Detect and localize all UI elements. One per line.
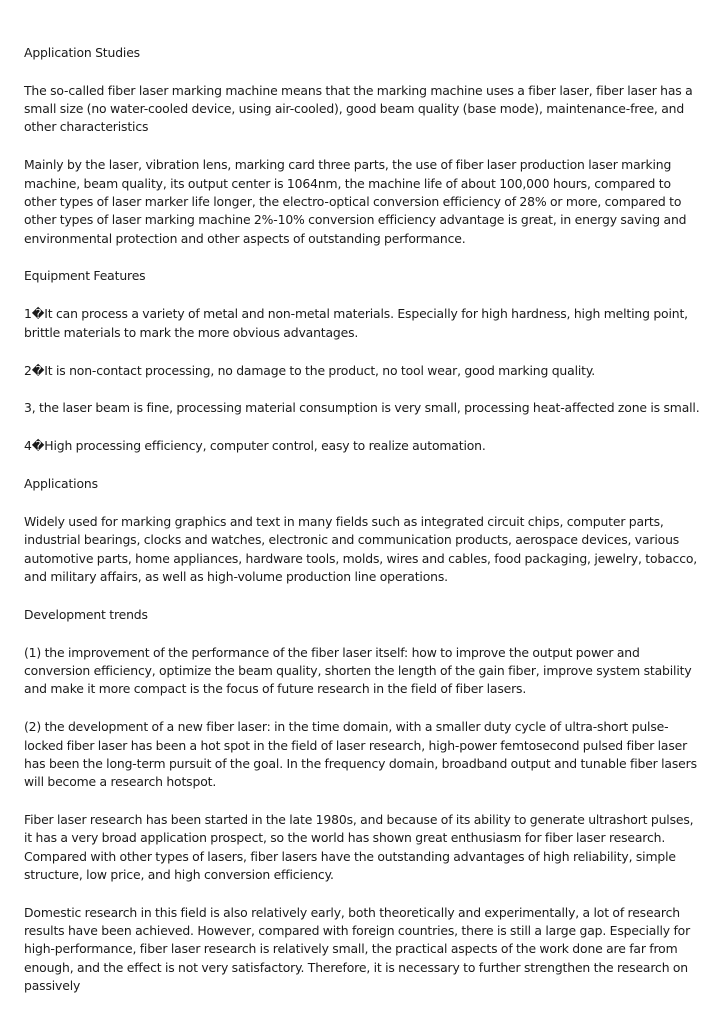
feature-item-2: 2�It is non-contact processing, no damage to the product, no tool wear, good marking quality. — [24, 362, 596, 378]
feature-item-4: 4�High processing efficiency, computer control, easy to realize automation. — [24, 438, 486, 454]
paragraph-research-history: Fiber laser research has been started in the late 1980s, and because of its ability to generate ultrashort pulses, it has a very broad application prospect, so the world has shown great enthusiasm for fiber laser research. Compared with other types of lasers, fiber lasers have the outstanding advantages of high reliability, simple structure, low price, and high conversion efficiency. — [24, 812, 694, 882]
paragraph-applications: Widely used for marking graphics and text in many fields such as integrated circuit chips, computer parts, industrial bearings, clocks and watches, electronic and communication products, aerospace devices, various automotive parts, home appliances, hardware tools, molds, wires and cables, food packaging, jewelry, tobacco, and military affairs, as well as high-volume production line operations. — [24, 514, 698, 584]
feature-item-1: 1�It can process a variety of metal and non-metal materials. Especially for high hardness, high melting point, brittle materials to mark the more obvious advantages. — [24, 306, 688, 340]
trend-item-2: (2) the development of a new fiber laser: in the time domain, with a smaller duty cycle of ultra-short pulse-locked fiber laser has been a hot spot in the field of laser research, high-power femtosecond pulsed fiber laser has been the long-term pursuit of the goal. In the frequency domain, broadband output and tunable fiber lasers will become a research hotspot. — [24, 719, 697, 790]
section-heading-equipment-features: Equipment Features — [24, 268, 146, 284]
section-heading-development-trends: Development trends — [24, 606, 148, 622]
paragraph-definition: The so-called fiber laser marking machine means that the marking machine uses a fiber laser, fiber laser has a small size (no water-cooled device, using air-cooled), good beam quality (base mode), maintenance-free, and other characteristics — [24, 82, 693, 135]
paragraph-domestic-research: Domestic research in this field is also relatively early, both theoretically and experimentally, a lot of research results have been achieved. However, compared with foreign countries, there is still a large gap. Especially for high-performance, fiber laser research is relatively small, the practical aspects of the work done are far from enough, and the effect is not very satisfactory. Therefore, it is necessary to further strengthen the research on passively — [24, 904, 691, 993]
section-heading-application-studies: Application Studies — [24, 45, 140, 60]
trend-item-1: (1) the improvement of the performance of the fiber laser itself: how to improve the output power and conversion efficiency, optimize the beam quality, shorten the length of the gain fiber, improve system stability and make it more compact is the focus of future research in the field of fiber lasers. — [24, 644, 692, 697]
section-heading-applications: Applications — [24, 476, 98, 492]
paragraph-components: Mainly by the laser, vibration lens, marking card three parts, the use of fiber laser production laser marking machine, beam quality, its output center is 1064nm, the machine life of about 100,000 hours, compared to other types of laser marker life longer, the electro-optical conversion efficiency of 28% or more, compared to other types of laser marking machine 2%-10% conversion efficiency advantage is great, in energy saving and environmental protection and other aspects of outstanding performance. — [24, 157, 687, 246]
document-content — [24, 44, 700, 1015]
feature-item-3: 3, the laser beam is fine, processing material consumption is very small, processing heat-affected zone is small. — [24, 400, 700, 416]
